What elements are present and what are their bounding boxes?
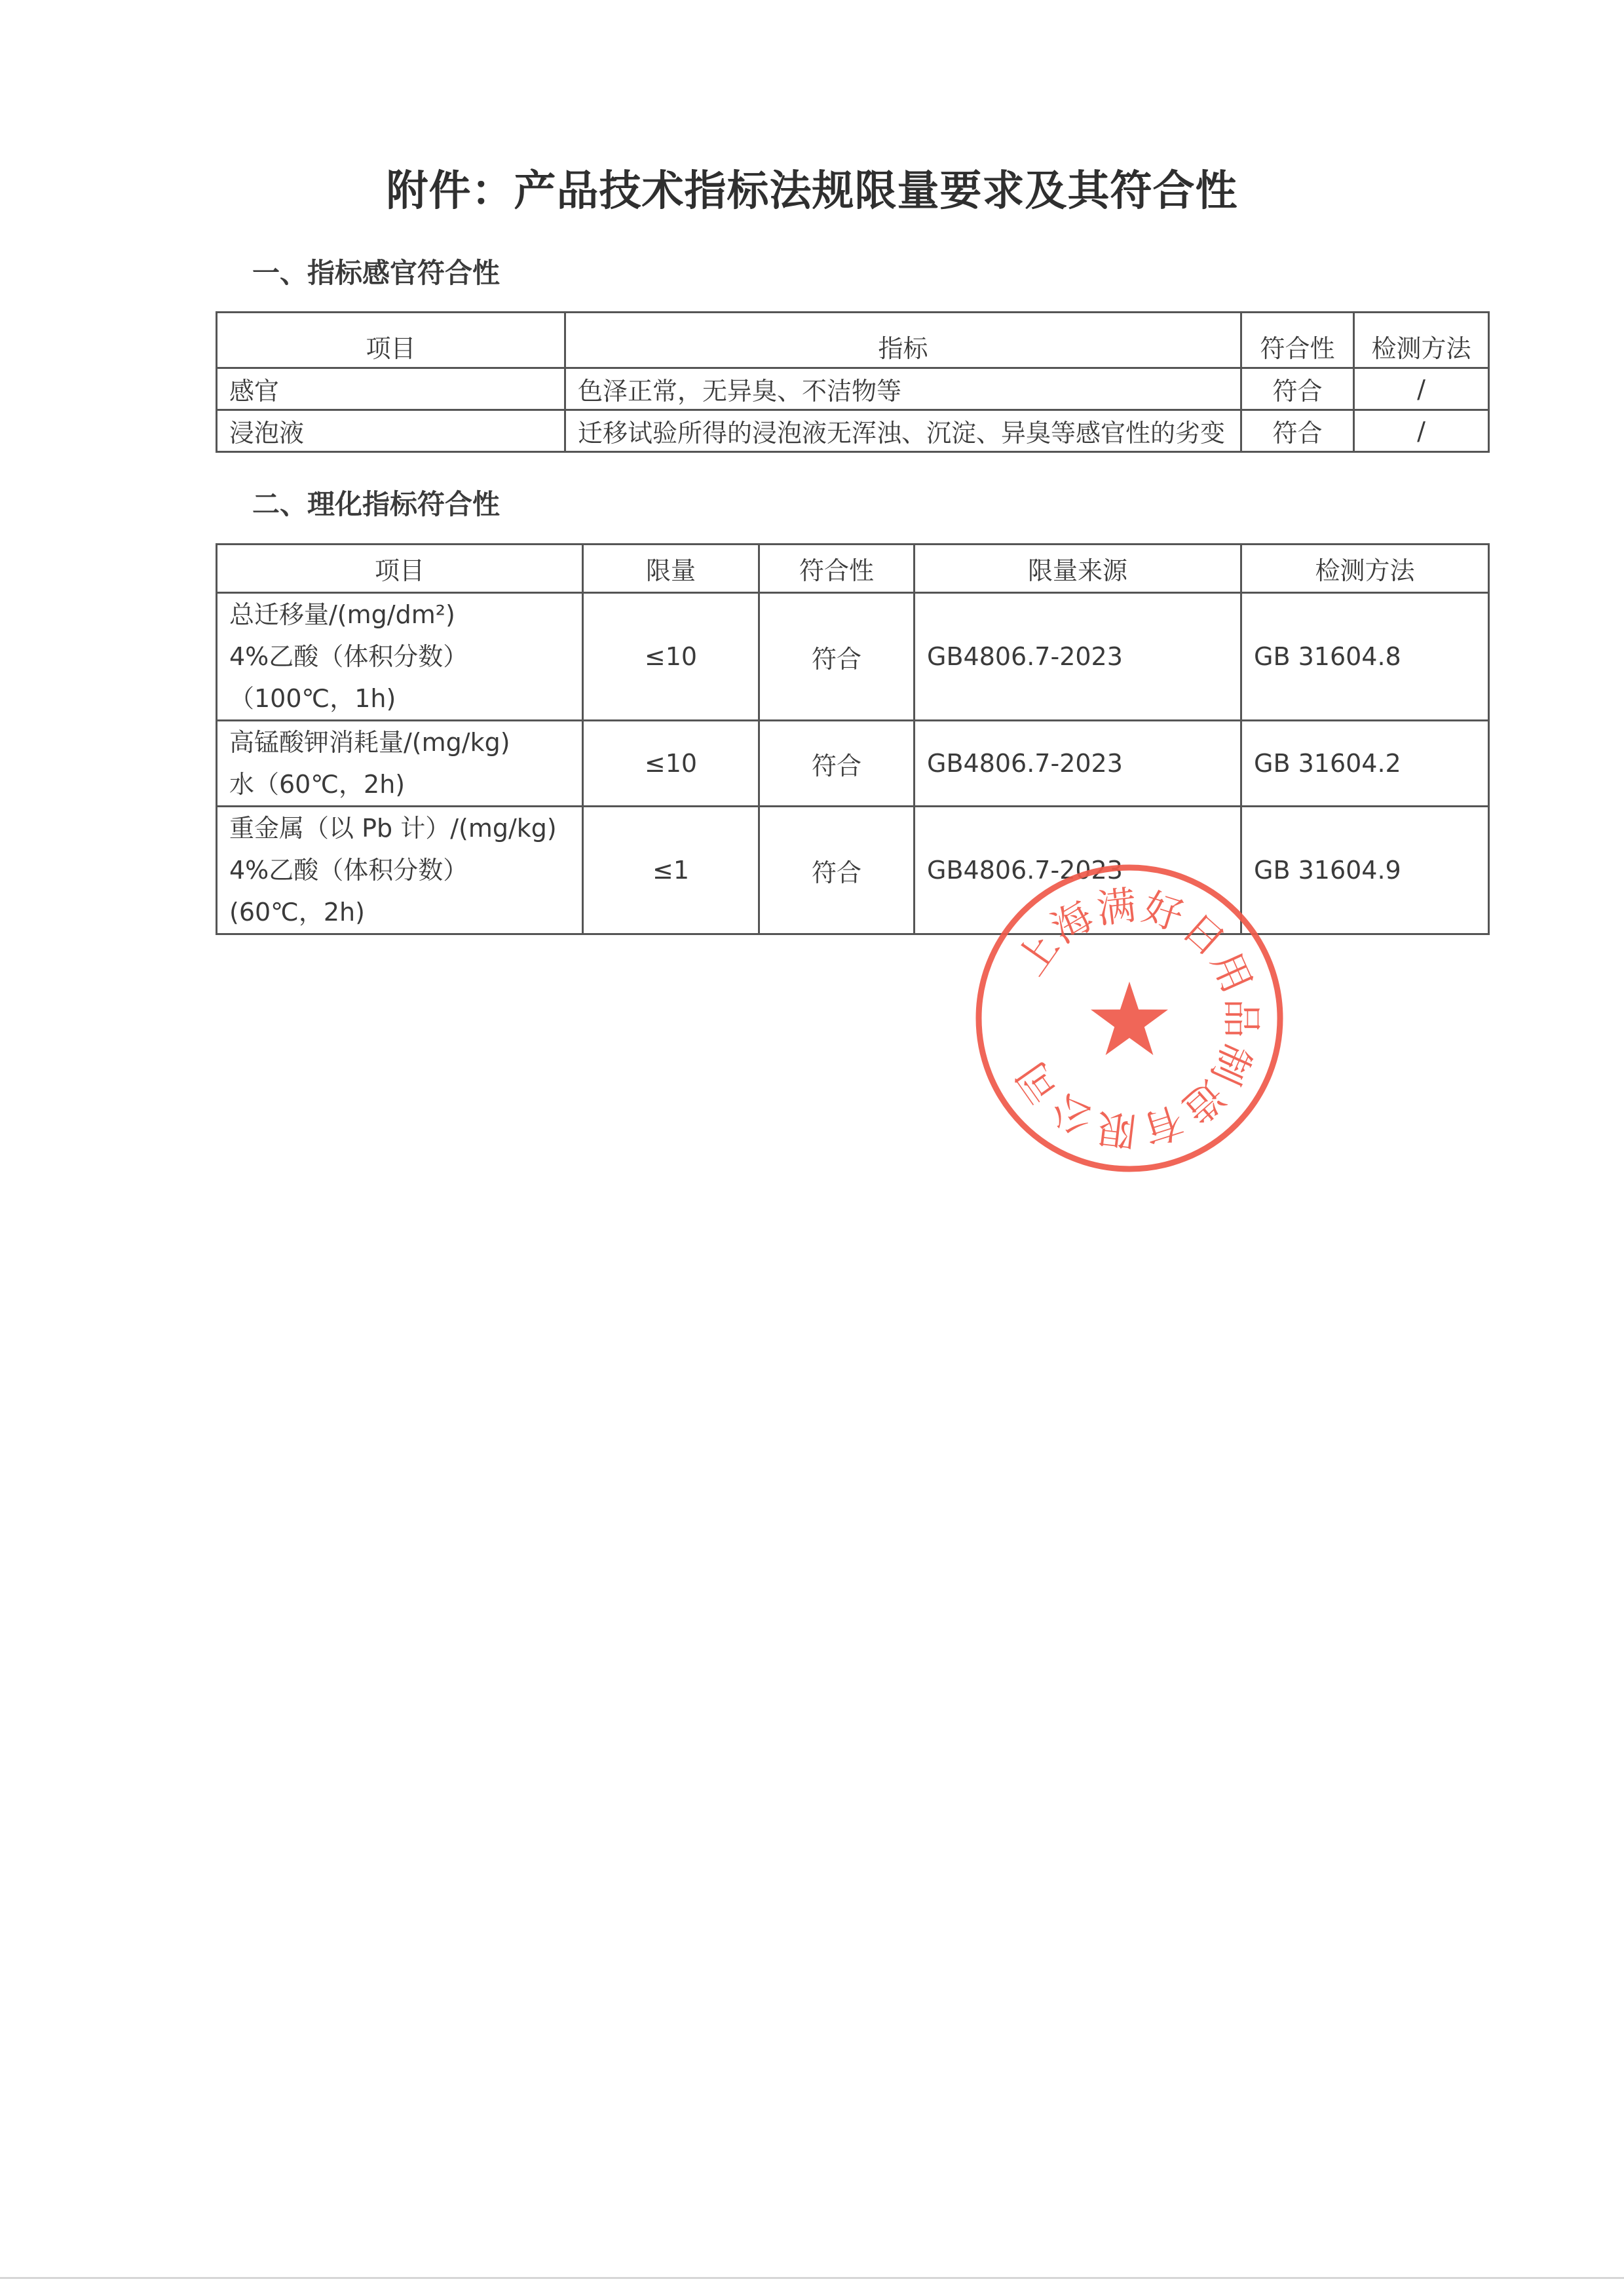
cell-conformity: 符合 bbox=[759, 593, 915, 721]
section-heading-sensory: 一、指标感官符合性 bbox=[252, 257, 500, 289]
cell-conformity: 符合 bbox=[759, 721, 915, 807]
seal-character: 好 bbox=[1137, 884, 1189, 940]
table-header-row bbox=[217, 313, 1489, 368]
document-title: 附件：产品技术指标法规限量要求及其符合性 bbox=[386, 167, 1238, 216]
cell-item: 感官 bbox=[217, 368, 565, 410]
scan-edge-line bbox=[0, 2277, 1624, 2279]
cell-limit: ≤10 bbox=[583, 721, 759, 807]
header-conformity: 符合性 bbox=[759, 545, 915, 593]
star-icon bbox=[1091, 982, 1168, 1055]
cell-item bbox=[217, 593, 583, 721]
seal-character: 日 bbox=[1173, 904, 1234, 966]
section-heading-physicochemical: 二、理化指标符合性 bbox=[252, 488, 500, 520]
cell-indicator: 色泽正常，无异臭、不洁物等 bbox=[565, 368, 1241, 410]
item-line: 重金属（以 Pb 计）/(mg/kg) bbox=[229, 814, 557, 843]
table-row bbox=[217, 807, 1489, 934]
cell-method: GB 31604.8 bbox=[1241, 593, 1489, 721]
header-method: 检测方法 bbox=[1354, 313, 1489, 368]
cell-method: GB 31604.2 bbox=[1241, 721, 1489, 807]
table-header-row bbox=[217, 545, 1489, 593]
seal-character: 海 bbox=[1044, 892, 1101, 953]
seal-character: 上 bbox=[1008, 925, 1068, 984]
table-row bbox=[217, 721, 1489, 807]
header-method: 检测方法 bbox=[1241, 545, 1489, 593]
cell-method: GB 31604.9 bbox=[1241, 807, 1489, 934]
cell-item bbox=[217, 721, 583, 807]
seal-character: 造 bbox=[1173, 1071, 1234, 1132]
cell-item: 浸泡液 bbox=[217, 410, 565, 452]
table-row bbox=[217, 593, 1489, 721]
header-item: 项目 bbox=[217, 313, 565, 368]
cell-method: / bbox=[1354, 368, 1489, 410]
header-indicator: 指标 bbox=[565, 313, 1241, 368]
cell-conformity: 符合 bbox=[1241, 410, 1354, 452]
seal-character: 司 bbox=[1008, 1052, 1068, 1112]
item-line: 4%乙酸（体积分数） bbox=[229, 856, 468, 885]
cell-item bbox=[217, 807, 583, 934]
cell-limit: ≤1 bbox=[583, 807, 759, 934]
seal-character: 品 bbox=[1218, 999, 1264, 1038]
cell-limit-source: GB4806.7-2023 bbox=[915, 593, 1241, 721]
header-conformity: 符合性 bbox=[1241, 313, 1354, 368]
cell-method: / bbox=[1354, 410, 1489, 452]
item-line: (60℃，2h) bbox=[229, 898, 365, 927]
seal-character: 制 bbox=[1201, 1036, 1260, 1092]
seal-character: 公 bbox=[1044, 1084, 1101, 1144]
cell-limit-source: GB4806.7-2023 bbox=[915, 721, 1241, 807]
cell-indicator: 迁移试验所得的浸泡液无浑浊、沉淀、异臭等感官性的劣变 bbox=[565, 410, 1241, 452]
table-row bbox=[217, 410, 1489, 452]
table-row bbox=[217, 368, 1489, 410]
cell-conformity: 符合 bbox=[759, 807, 915, 934]
item-line: 高锰酸钾消耗量/(mg/kg) bbox=[229, 728, 510, 757]
seal-character: 满 bbox=[1094, 882, 1139, 933]
cell-conformity: 符合 bbox=[1241, 368, 1354, 410]
seal-character: 有 bbox=[1137, 1096, 1189, 1153]
cell-limit: ≤10 bbox=[583, 593, 759, 721]
item-line: 总迁移量/(mg/dm²) bbox=[229, 600, 455, 629]
header-limit-source: 限量来源 bbox=[915, 545, 1241, 593]
item-line: 4%乙酸（体积分数） bbox=[229, 642, 468, 671]
header-item: 项目 bbox=[217, 545, 583, 593]
seal-character: 用 bbox=[1201, 945, 1260, 1001]
item-line: （100℃，1h) bbox=[229, 684, 396, 713]
item-line: 水（60℃，2h) bbox=[229, 770, 406, 799]
header-limit: 限量 bbox=[583, 545, 759, 593]
seal-character: 限 bbox=[1094, 1103, 1139, 1155]
physicochemical-table bbox=[216, 543, 1490, 935]
sensory-table bbox=[216, 311, 1490, 453]
cell-limit-source: GB4806.7-2023 bbox=[915, 807, 1241, 934]
